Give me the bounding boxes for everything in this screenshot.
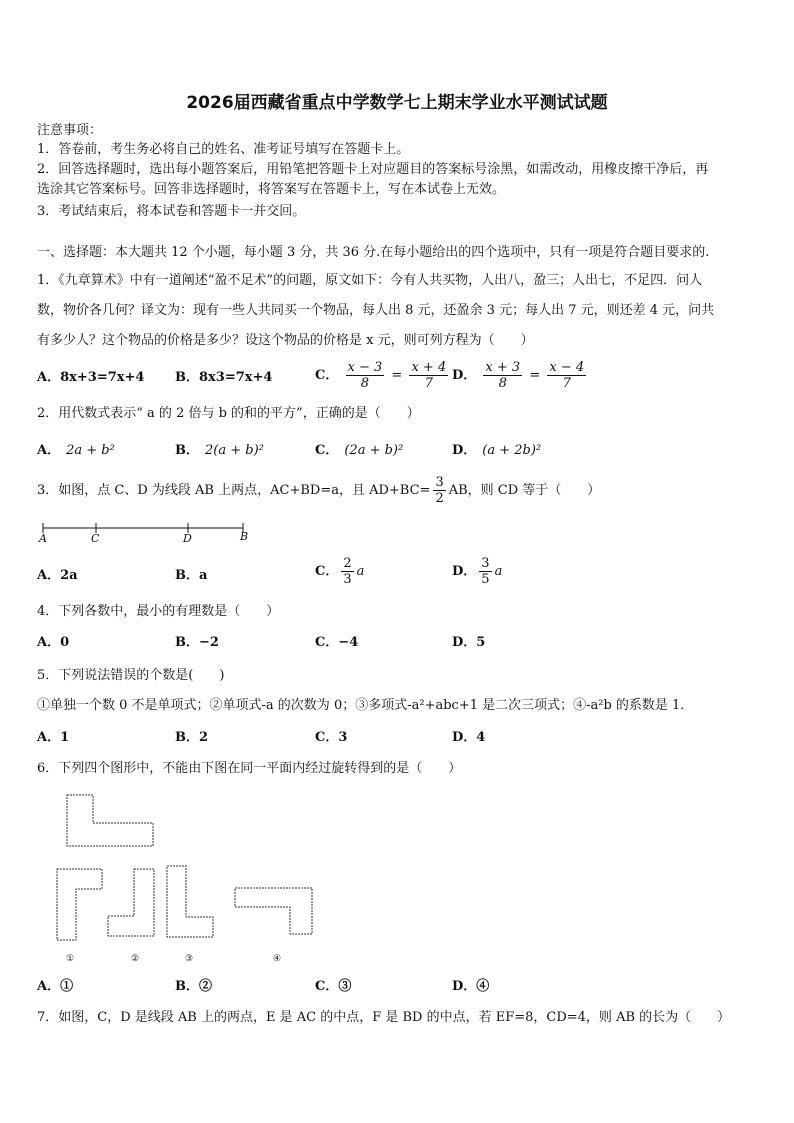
q1-c-den2: 7 — [424, 376, 433, 391]
q3-d-var: a — [494, 564, 503, 579]
q1-stem-line3: 有多少人？这个物品的价格是多少？设这个物品的价格是 x 元，则可列方程为（ ） — [37, 333, 534, 348]
q4-stem: 4．下列各数中，最小的有理数是（ ） — [37, 604, 280, 619]
q3-d-fraction — [479, 556, 491, 587]
q2-option-a-label: A． — [37, 443, 61, 458]
q2-option-d-text: (a + 2b)² — [482, 443, 542, 458]
q1-c-equals: = — [391, 368, 403, 383]
q1-c-fraction-right — [409, 360, 448, 391]
q3-stem — [37, 475, 757, 506]
q6-option-d: D．④ — [452, 979, 490, 994]
notes-heading: 注意事项： — [37, 123, 103, 138]
q5-body: ①单独一个数 0 不是单项式；②单项式-a 的次数为 0；③多项式-a²+abc+1 是二次三项式；④-a²b 的系数是 1． — [37, 698, 694, 713]
q3-c-var: a — [356, 564, 365, 579]
note-item-2a: 2．回答选择题时，选出每小题答案后，用铅笔把答题卡上对应题目的答案标号涂黑，如需改动，用橡皮擦干净后，再 — [37, 162, 709, 177]
q2-option-c-label: C． — [315, 443, 339, 458]
q4-option-a: A．0 — [37, 635, 70, 650]
q1-stem-line1: 1．《九章算术》中有一道阐述“盈不足术”的问题，原文如下：今有人共买物，人出八，盈三；人出七，不足四．问人 — [37, 273, 703, 288]
q1-d-fraction-left — [483, 360, 522, 391]
q6-shape-3 — [167, 866, 213, 937]
q4-option-b: B．−2 — [175, 635, 219, 650]
q1-stem-line2: 数，物价各几何？译文为：现有一些人共同买一个物品，每人出 8 元，还盈余 3 元；每人出 7 元，则还差 4 元，问共 — [37, 303, 715, 318]
note-item-1: 1．答卷前，考生务必将自己的姓名、准考证号填写在答题卡上。 — [37, 142, 410, 157]
q1-d-equals: = — [529, 368, 541, 383]
q5-option-d: D．4 — [452, 730, 486, 745]
q3-stem-fraction — [433, 475, 445, 506]
q2-option-b-label: B． — [175, 443, 199, 458]
q6-option-c: C．③ — [315, 979, 352, 994]
q6-figure — [50, 790, 320, 950]
q6-option-b: B．② — [175, 979, 212, 994]
q6-shape-1 — [57, 869, 102, 940]
q3-label-c: C — [91, 532, 100, 545]
q2-option-d — [452, 442, 541, 460]
q3-option-d-label: D． — [452, 564, 477, 579]
q3-option-c — [315, 556, 364, 587]
q6-option-a: A．① — [37, 979, 74, 994]
q1-option-d — [452, 360, 589, 391]
q3-option-c-label: C． — [315, 564, 339, 579]
q2-option-c-text: (2a + b)² — [344, 443, 404, 458]
q3-segment-figure — [38, 520, 258, 550]
q7-stem: 7．如图，C，D 是线段 AB 上的两点，E 是 AC 的中点，F 是 BD 的中点，若 EF=8，CD=4，则 AB 的长为（ ） — [37, 1010, 731, 1025]
q4-option-d: D．5 — [452, 635, 486, 650]
q3-stem-part2: AB，则 CD 等于（ ） — [448, 483, 601, 498]
q3-option-d — [452, 556, 502, 587]
q2-option-c — [315, 442, 403, 460]
q3-option-b: B．a — [175, 568, 208, 583]
q1-c-num2: x + 4 — [411, 360, 447, 375]
q2-option-b-text: 2(a + b)² — [205, 443, 264, 458]
q3-d-den: 5 — [481, 572, 490, 587]
q6-shape-2 — [108, 869, 154, 936]
note-item-3: 3．考试结束后，将本试卷和答题卡一并交回。 — [37, 204, 306, 219]
q3-label-b: B — [240, 530, 249, 543]
q3-c-num: 2 — [343, 556, 352, 571]
q3-d-num: 3 — [481, 556, 490, 571]
q1-option-d-label: D． — [452, 368, 477, 383]
q1-c-den1: 8 — [360, 376, 370, 391]
q1-d-fraction-right — [547, 360, 586, 391]
q1-c-fraction-left — [346, 360, 385, 391]
q2-option-a-text: 2a + b² — [66, 443, 115, 458]
q2-stem: 2．用代数式表示“ a 的 2 倍与 b 的和的平方”，正确的是（ ） — [37, 406, 420, 421]
q5-stem: 5．下列说法错误的个数是( ) — [37, 668, 225, 683]
q3-label-a: A — [39, 532, 47, 545]
q1-d-num1: x + 3 — [485, 360, 521, 375]
q6-label-1: ① — [66, 954, 75, 964]
q1-option-b: B．8x3=7x+4 — [175, 370, 273, 385]
q1-option-c — [315, 360, 451, 391]
q3-frac-den: 2 — [435, 491, 444, 506]
q5-option-a: A．1 — [37, 730, 70, 745]
page-title: 2026届西藏省重点中学数学七上期末学业水平测试试题 — [186, 93, 608, 113]
note-item-2b: 选涂其它答案标号。回答非选择题时，将答案写在答题卡上，写在本试卷上无效。 — [37, 182, 506, 197]
q3-stem-part1: 3．如图，点 C、D 为线段 AB 上两点，AC+BD=a，且 AD+BC= — [37, 483, 431, 498]
q6-stem: 6．下列四个图形中，不能由下图在同一平面内经过旋转得到的是（ ） — [37, 761, 462, 776]
q3-label-d: D — [183, 532, 192, 545]
q6-label-4: ④ — [273, 954, 282, 964]
q1-d-den2: 7 — [562, 376, 571, 391]
q5-option-c: C．3 — [315, 730, 348, 745]
q1-c-num1: x − 3 — [347, 360, 383, 375]
q2-option-a — [37, 442, 115, 460]
q5-option-b: B．2 — [175, 730, 209, 745]
q2-option-b — [175, 442, 264, 460]
q6-shape-4 — [235, 888, 312, 934]
q2-option-d-label: D． — [452, 443, 477, 458]
q1-option-a: A．8x+3=7x+4 — [37, 370, 145, 385]
q6-original-shape — [67, 795, 153, 846]
section-heading: 一、选择题：本大题共 12 个小题，每小题 3 分，共 36 分.在每小题给出的四个选项中，只有一项是符合题目要求的. — [37, 245, 710, 260]
q3-c-fraction — [341, 556, 353, 587]
q1-d-num2: x − 4 — [549, 360, 585, 375]
q6-label-2: ② — [131, 954, 140, 964]
q1-d-den1: 8 — [498, 376, 507, 391]
q4-option-c: C．−4 — [315, 635, 359, 650]
q6-label-3: ③ — [185, 954, 194, 964]
q3-c-den: 3 — [343, 572, 352, 587]
q3-option-a: A．2a — [37, 568, 78, 583]
q3-frac-num: 3 — [435, 475, 444, 490]
q1-option-c-label: C． — [315, 368, 339, 383]
